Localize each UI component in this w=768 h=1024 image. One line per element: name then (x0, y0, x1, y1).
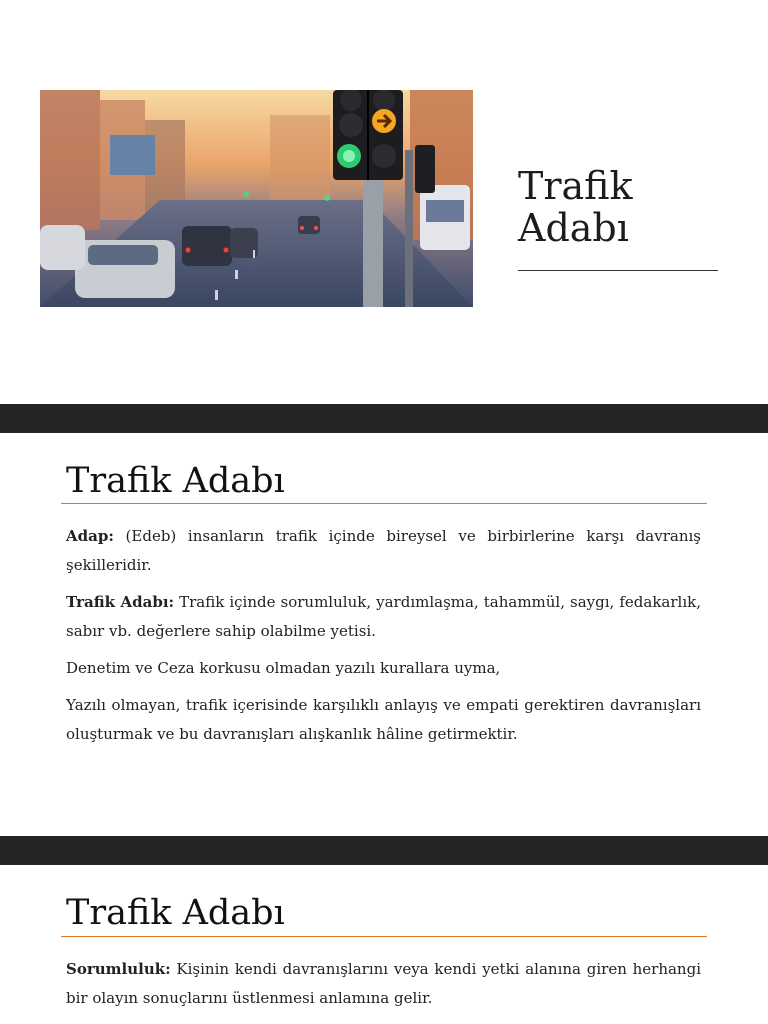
paragraph-adap (66, 522, 701, 580)
cover-title-line1: Trafik (518, 164, 633, 208)
cover-title (518, 165, 718, 249)
slide-body (66, 955, 701, 1021)
slide-divider-band (0, 836, 768, 865)
content-slide-2 (0, 865, 768, 1024)
slide-body (66, 522, 701, 757)
cover-slide (0, 0, 768, 404)
heading-underline (61, 936, 707, 937)
slide-heading: Trafik Adabı (66, 893, 285, 933)
term-label: Sorumluluk: (66, 960, 171, 978)
heading-underline (61, 503, 707, 504)
slide-divider-band (0, 404, 768, 433)
paragraph-trafik-adabi (66, 588, 701, 646)
paragraph-yazili-olmayan (66, 691, 701, 749)
paragraph-text: Denetim ve Ceza korkusu olmadan yazılı kurallara uyma, (66, 659, 501, 677)
paragraph-denetim (66, 654, 701, 683)
term-definition: Trafik içinde sorumluluk, yardımlaşma, tahammül, saygı, fedakarlık, sabır vb. değerlere sahip olabilme yetisi. (66, 593, 701, 640)
paragraph-text: Yazılı olmayan, trafik içerisinde karşılıklı anlayış ve empati gerektiren davranışları oluşturmak ve bu davranışları alışkanlık hâline getirmektir. (66, 696, 701, 743)
cover-title-underline (518, 270, 718, 271)
content-slide-1 (0, 433, 768, 836)
term-label: Adap: (66, 527, 114, 545)
slide-heading: Trafik Adabı (66, 461, 285, 501)
term-definition: (Edeb) insanların trafik içinde bireysel ve birbirlerine karşı davranış şekilleridir. (66, 527, 701, 574)
term-label: Trafik Adabı: (66, 593, 175, 611)
paragraph-sorumluluk (66, 955, 701, 1013)
traffic-light-photo-illustration (40, 90, 473, 307)
term-definition: Kişinin kendi davranışlarını veya kendi yetki alanına giren herhangi bir olayın sonuçlarını üstlenmesi anlamına gelir. (66, 960, 701, 1007)
cover-title-line2: Adabı (518, 206, 629, 250)
cover-photo (40, 90, 473, 307)
